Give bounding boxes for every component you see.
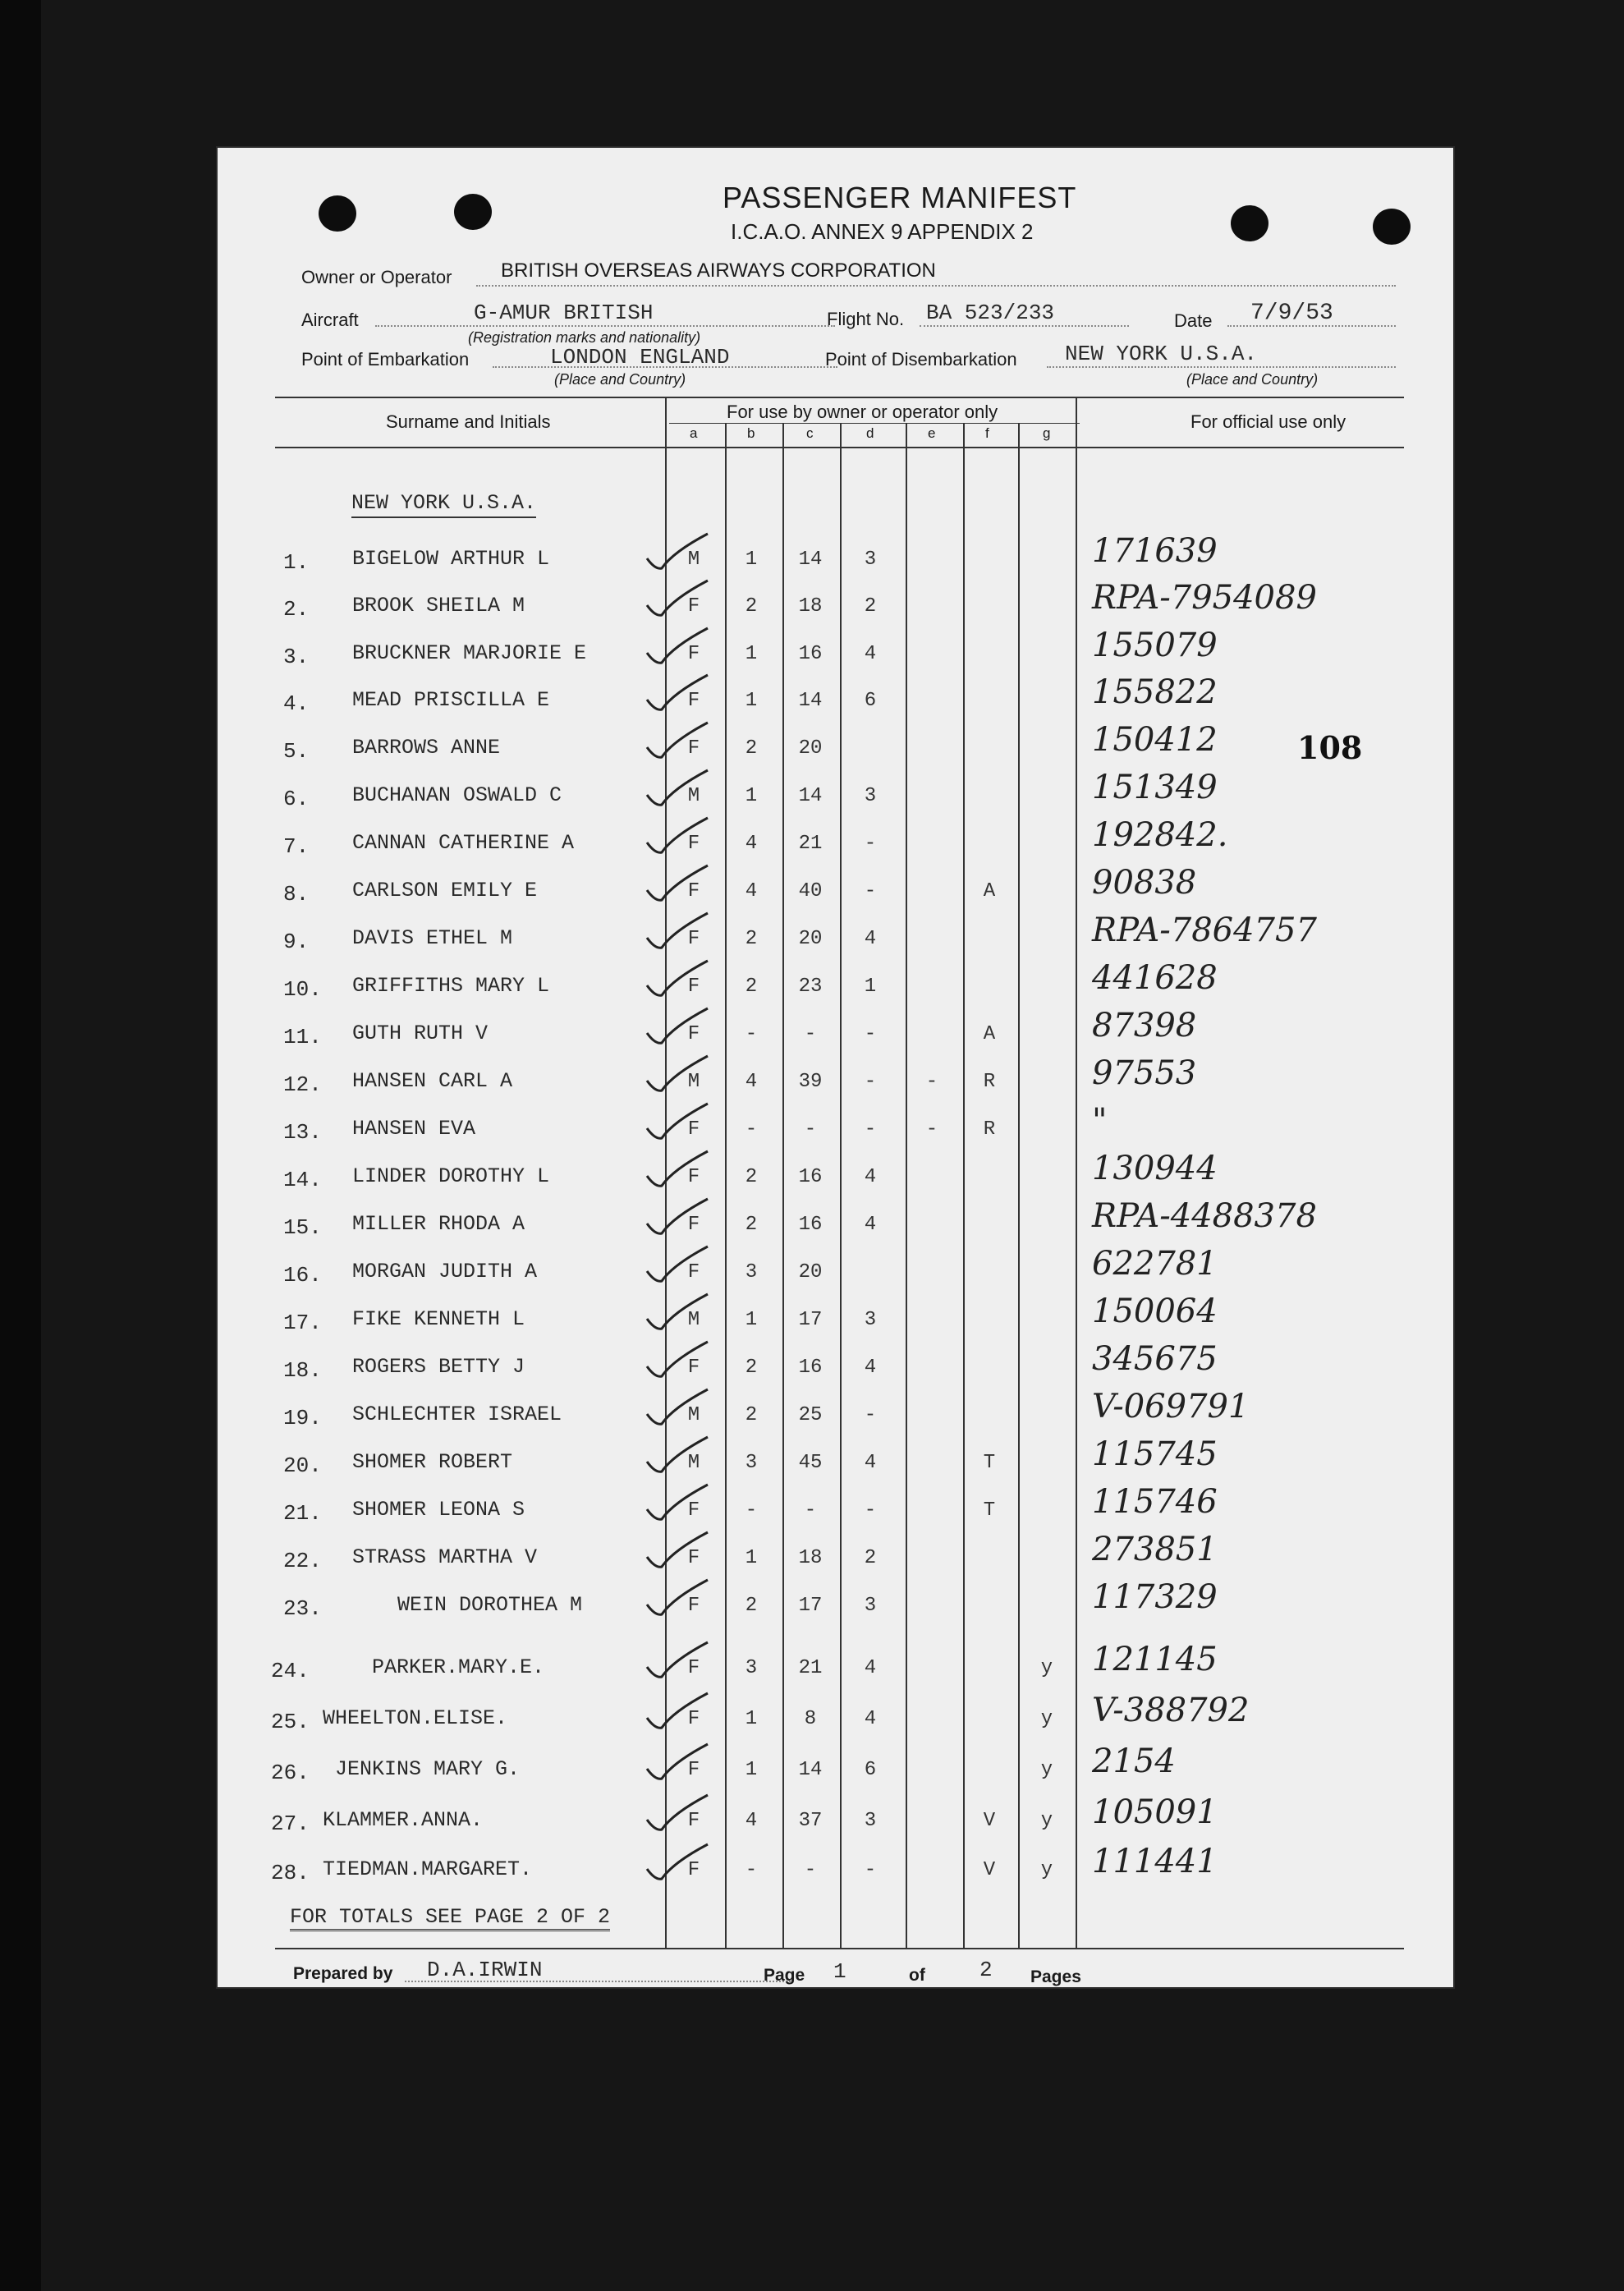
- row-number: 8.: [283, 882, 310, 907]
- column-letter: c: [806, 425, 814, 441]
- cell-c: -: [804, 1859, 817, 1881]
- cell-a: M: [687, 1404, 700, 1426]
- official-number: 273851: [1092, 1531, 1218, 1568]
- cell-a: F: [687, 737, 700, 760]
- official-number: 115746: [1092, 1483, 1218, 1521]
- official-extra: 108: [1297, 729, 1363, 766]
- cell-d: -: [864, 1118, 877, 1141]
- cell-c: 14: [798, 690, 823, 712]
- cell-b: 2: [745, 1404, 758, 1426]
- passenger-name: HANSEN CARL A: [352, 1069, 513, 1093]
- cell-b: -: [745, 1118, 758, 1141]
- cell-a: M: [687, 549, 700, 571]
- cell-b: -: [745, 1859, 758, 1881]
- cell-d: 2: [864, 595, 877, 618]
- cell-b: 4: [745, 880, 758, 902]
- cell-b: 1: [745, 549, 758, 571]
- cell-g: y: [1040, 1810, 1053, 1832]
- prepared-dotline: [405, 1981, 791, 1982]
- official-number: 105091: [1092, 1793, 1218, 1831]
- cell-c: 18: [798, 595, 823, 618]
- official-number: 155822: [1092, 673, 1218, 711]
- cell-d: -: [864, 1499, 877, 1522]
- header-name: Surname and Initials: [386, 411, 551, 432]
- column-rule: [725, 447, 727, 1948]
- cell-b: 2: [745, 737, 758, 760]
- cell-f: A: [983, 880, 996, 902]
- of-value: 2: [979, 1958, 993, 1982]
- cell-a: F: [687, 1261, 700, 1283]
- cell-c: 21: [798, 1657, 823, 1679]
- cell-d: 4: [864, 1708, 877, 1730]
- official-number: RPA-4488378: [1092, 1197, 1317, 1235]
- cell-d: -: [864, 833, 877, 855]
- cell-d: 2: [864, 1547, 877, 1569]
- cell-c: 16: [798, 1166, 823, 1188]
- row-number: 27.: [271, 1811, 310, 1836]
- cell-a: F: [687, 1023, 700, 1045]
- cell-d: -: [864, 1859, 877, 1881]
- passenger-name: SHOMER LEONA S: [352, 1498, 525, 1522]
- cell-f: T: [983, 1499, 996, 1522]
- cell-b: -: [745, 1023, 758, 1045]
- row-number: 14.: [283, 1168, 322, 1192]
- row-number: 21.: [283, 1501, 322, 1526]
- cell-a: F: [687, 1595, 700, 1617]
- official-number: 192842.: [1092, 816, 1228, 854]
- official-number: 155079: [1092, 627, 1218, 664]
- cell-c: 17: [798, 1309, 823, 1331]
- row-number: 1.: [283, 550, 310, 575]
- row-number: 3.: [283, 645, 310, 669]
- cell-c: 18: [798, 1547, 823, 1569]
- column-letter: e: [928, 425, 936, 441]
- cell-d: 3: [864, 1810, 877, 1832]
- cell-d: -: [864, 1023, 877, 1045]
- official-number: 97553: [1092, 1054, 1197, 1092]
- cell-d: 4: [864, 928, 877, 950]
- cell-d: 6: [864, 690, 877, 712]
- disembarkation-value: NEW YORK U.S.A.: [1065, 342, 1258, 366]
- cell-c: 25: [798, 1404, 823, 1426]
- cell-a: F: [687, 643, 700, 665]
- cell-c: -: [804, 1499, 817, 1522]
- cell-a: F: [687, 1499, 700, 1522]
- passenger-name: PARKER.MARY.E.: [372, 1655, 545, 1679]
- embarkation-value: LONDON ENGLAND: [550, 345, 730, 370]
- cell-f: V: [983, 1810, 996, 1832]
- cell-b: 2: [745, 1166, 758, 1188]
- column-rule: [963, 447, 965, 1948]
- cell-c: 20: [798, 737, 823, 760]
- column-rule: [840, 447, 842, 1948]
- passenger-name: SHOMER ROBERT: [352, 1450, 513, 1474]
- row-number: 11.: [283, 1025, 322, 1049]
- cell-a: F: [687, 1357, 700, 1379]
- cell-c: 40: [798, 880, 823, 902]
- cell-c: 21: [798, 833, 823, 855]
- cell-f: R: [983, 1118, 996, 1141]
- row-number: 17.: [283, 1311, 322, 1335]
- cell-c: 16: [798, 1214, 823, 1236]
- cell-c: 17: [798, 1595, 823, 1617]
- column-rule: [782, 447, 784, 1948]
- punch-hole: [1373, 209, 1411, 245]
- passenger-name: CARLSON EMILY E: [352, 879, 538, 902]
- owner-value: BRITISH OVERSEAS AIRWAYS CORPORATION: [501, 259, 936, 282]
- owner-dotline: [476, 285, 1396, 287]
- official-number: V-069791: [1092, 1388, 1250, 1426]
- cell-d: 4: [864, 1657, 877, 1679]
- aircraft-dotline: [375, 325, 835, 327]
- column-rule: [906, 447, 907, 1948]
- cell-b: 2: [745, 1214, 758, 1236]
- cell-c: 16: [798, 643, 823, 665]
- official-number: 117329: [1092, 1578, 1218, 1616]
- cell-a: F: [687, 1547, 700, 1569]
- cell-d: 4: [864, 1214, 877, 1236]
- passenger-name: HANSEN EVA: [352, 1117, 476, 1141]
- row-number: 10.: [283, 977, 322, 1002]
- totals-note: FOR TOTALS SEE PAGE 2 OF 2: [290, 1905, 610, 1931]
- cell-a: F: [687, 1859, 700, 1881]
- passenger-name: GUTH RUTH V: [352, 1022, 489, 1045]
- cell-a: F: [687, 1759, 700, 1781]
- official-number: RPA-7954089: [1092, 579, 1317, 617]
- cell-c: 45: [798, 1452, 823, 1474]
- punch-hole: [454, 194, 492, 230]
- passenger-name: DAVIS ETHEL M: [352, 926, 513, 950]
- cell-c: 8: [804, 1708, 817, 1730]
- passenger-name: JENKINS MARY G.: [335, 1757, 521, 1781]
- cell-g: y: [1040, 1657, 1053, 1679]
- passenger-name: TIEDMAN.MARGARET.: [323, 1857, 533, 1881]
- date-dotline: [1227, 325, 1396, 327]
- cell-a: F: [687, 928, 700, 950]
- cell-b: 1: [745, 1309, 758, 1331]
- table-top-rule: [275, 397, 1404, 398]
- cell-b: 1: [745, 1708, 758, 1730]
- official-number: 130944: [1092, 1150, 1218, 1187]
- cell-d: -: [864, 1404, 877, 1426]
- prepared-label: Prepared by: [293, 1964, 393, 1983]
- flight-label: Flight No.: [827, 309, 905, 329]
- cell-b: 1: [745, 1759, 758, 1781]
- cell-b: 2: [745, 976, 758, 998]
- cell-d: -: [864, 1071, 877, 1093]
- passenger-name: LINDER DOROTHY L: [352, 1164, 550, 1188]
- cell-b: 1: [745, 1547, 758, 1569]
- punch-hole: [1231, 205, 1268, 241]
- cell-d: 4: [864, 1452, 877, 1474]
- cell-f: T: [983, 1452, 996, 1474]
- official-number: 441628: [1092, 959, 1218, 997]
- column-letter: f: [985, 425, 989, 441]
- cell-d: 4: [864, 643, 877, 665]
- cell-d: 3: [864, 1309, 877, 1331]
- cell-b: 3: [745, 1657, 758, 1679]
- passenger-name: BUCHANAN OSWALD C: [352, 783, 562, 807]
- aircraft-value: G-AMUR BRITISH: [474, 301, 654, 325]
- cell-c: 20: [798, 1261, 823, 1283]
- passenger-name: ROGERS BETTY J: [352, 1355, 525, 1379]
- form-title: PASSENGER MANIFEST: [723, 181, 1077, 214]
- cell-a: F: [687, 1214, 700, 1236]
- cell-b: 2: [745, 1595, 758, 1617]
- punch-hole: [319, 195, 356, 232]
- cell-c: 16: [798, 1357, 823, 1379]
- pages-label: Pages: [1030, 1967, 1081, 1986]
- embarkation-dotline: [493, 366, 837, 368]
- row-number: 6.: [283, 787, 310, 811]
- cell-c: -: [804, 1023, 817, 1045]
- row-number: 13.: [283, 1120, 322, 1145]
- row-number: 18.: [283, 1358, 322, 1383]
- column-letter: d: [866, 425, 874, 441]
- cell-b: 4: [745, 833, 758, 855]
- cell-c: 20: [798, 928, 823, 950]
- cell-a: F: [687, 1118, 700, 1141]
- cell-c: 39: [798, 1071, 823, 1093]
- aircraft-label: Aircraft: [301, 310, 359, 330]
- cell-c: 37: [798, 1810, 823, 1832]
- official-number: 87398: [1092, 1007, 1197, 1044]
- row-number: 22.: [283, 1549, 322, 1573]
- passenger-name: GRIFFITHS MARY L: [352, 974, 550, 998]
- cell-g: y: [1040, 1708, 1053, 1730]
- passenger-name: FIKE KENNETH L: [352, 1307, 525, 1331]
- passenger-name: BRUCKNER MARJORIE E: [352, 641, 587, 665]
- passenger-name: MEAD PRISCILLA E: [352, 688, 550, 712]
- page-label: Page: [764, 1966, 805, 1985]
- cell-a: M: [687, 785, 700, 807]
- cell-d: -: [864, 880, 877, 902]
- cell-b: 2: [745, 595, 758, 618]
- cell-d: 3: [864, 549, 877, 571]
- official-number: 345675: [1092, 1340, 1218, 1378]
- official-number: 2154: [1092, 1742, 1176, 1780]
- cell-d: 4: [864, 1166, 877, 1188]
- disembarkation-note: (Place and Country): [1186, 371, 1319, 388]
- cell-f: V: [983, 1859, 996, 1881]
- official-number: 115745: [1092, 1435, 1218, 1473]
- header-owner: For use by owner or operator only: [727, 402, 998, 422]
- passenger-name: CANNAN CATHERINE A: [352, 831, 575, 855]
- column-letter: a: [690, 425, 698, 441]
- cell-a: M: [687, 1071, 700, 1093]
- official-number: 90838: [1092, 864, 1197, 902]
- date-label: Date: [1174, 310, 1213, 331]
- row-number: 5.: [283, 739, 310, 764]
- official-number: 150412: [1092, 721, 1218, 759]
- table-bottom-rule: [275, 1948, 1404, 1949]
- row-number: 7.: [283, 834, 310, 859]
- cell-e: -: [925, 1071, 938, 1093]
- disembarkation-label: Point of Disembarkation: [825, 349, 1017, 370]
- cell-a: F: [687, 1166, 700, 1188]
- cell-f: A: [983, 1023, 996, 1045]
- cell-g: y: [1040, 1759, 1053, 1781]
- embarkation-note: (Place and Country): [554, 371, 686, 388]
- passenger-name: MORGAN JUDITH A: [352, 1260, 538, 1283]
- official-number: 121145: [1092, 1641, 1218, 1678]
- passenger-name: WHEELTON.ELISE.: [323, 1706, 508, 1730]
- cell-b: 1: [745, 690, 758, 712]
- row-number: 20.: [283, 1453, 322, 1478]
- cell-d: 3: [864, 785, 877, 807]
- column-rule: [1018, 447, 1020, 1948]
- cell-b: 2: [745, 928, 758, 950]
- cell-c: -: [804, 1118, 817, 1141]
- passenger-name: BIGELOW ARTHUR L: [352, 547, 550, 571]
- row-number: 23.: [283, 1596, 322, 1621]
- passenger-name: SCHLECHTER ISRAEL: [352, 1403, 562, 1426]
- row-number: 15.: [283, 1215, 322, 1240]
- cell-d: 3: [864, 1595, 877, 1617]
- column-rule: [1076, 397, 1077, 1948]
- manifest-document: [218, 148, 1453, 1987]
- official-number: 171639: [1092, 532, 1218, 570]
- section-heading: NEW YORK U.S.A.: [351, 491, 536, 518]
- cell-f: R: [983, 1071, 996, 1093]
- prepared-value: D.A.IRWIN: [427, 1958, 543, 1982]
- cell-b: 1: [745, 785, 758, 807]
- row-number: 19.: [283, 1406, 322, 1430]
- cell-c: 23: [798, 976, 823, 998]
- row-number: 4.: [283, 691, 310, 716]
- disembarkation-dotline: [1047, 366, 1396, 368]
- cell-b: 4: [745, 1071, 758, 1093]
- page-value: 1: [833, 1959, 846, 1984]
- passenger-name: WEIN DOROTHEA M: [397, 1593, 583, 1617]
- official-number: V-388792: [1092, 1692, 1250, 1729]
- passenger-name: BARROWS ANNE: [352, 736, 501, 760]
- cell-d: 6: [864, 1759, 877, 1781]
- cell-b: 1: [745, 643, 758, 665]
- cell-d: 4: [864, 1357, 877, 1379]
- aircraft-note: (Registration marks and nationality): [468, 329, 701, 346]
- embarkation-label: Point of Embarkation: [301, 349, 470, 370]
- form-subtitle: I.C.A.O. ANNEX 9 APPENDIX 2: [731, 219, 1034, 244]
- column-letter: g: [1043, 425, 1051, 441]
- cell-g: y: [1040, 1859, 1053, 1881]
- flight-dotline: [920, 325, 1129, 327]
- row-number: 16.: [283, 1263, 322, 1288]
- official-number: 111441: [1092, 1843, 1218, 1880]
- row-number: 28.: [271, 1861, 310, 1885]
- cell-a: F: [687, 833, 700, 855]
- cell-c: 14: [798, 1759, 823, 1781]
- official-number: ": [1092, 1102, 1108, 1140]
- official-number: 622781: [1092, 1245, 1218, 1283]
- cell-c: 14: [798, 549, 823, 571]
- passenger-name: STRASS MARTHA V: [352, 1545, 538, 1569]
- owner-label: Owner or Operator: [301, 267, 452, 287]
- passenger-name: KLAMMER.ANNA.: [323, 1808, 484, 1832]
- row-number: 12.: [283, 1072, 322, 1097]
- flight-value: BA 523/233: [926, 301, 1055, 325]
- cell-c: 14: [798, 785, 823, 807]
- row-number: 25.: [271, 1710, 310, 1734]
- row-number: 9.: [283, 930, 310, 954]
- row-number: 2.: [283, 597, 310, 622]
- official-number: 151349: [1092, 769, 1218, 806]
- date-value: 7/9/53: [1250, 301, 1333, 326]
- cell-a: F: [687, 690, 700, 712]
- header-official: For official use only: [1190, 411, 1346, 432]
- row-number: 26.: [271, 1761, 310, 1785]
- of-label: of: [909, 1966, 925, 1985]
- cell-e: -: [925, 1118, 938, 1141]
- official-number: RPA-7864757: [1092, 911, 1317, 949]
- official-number: 150064: [1092, 1292, 1218, 1330]
- cell-a: F: [687, 595, 700, 618]
- cell-a: F: [687, 1708, 700, 1730]
- passenger-name: BROOK SHEILA M: [352, 594, 525, 618]
- row-number: 24.: [271, 1659, 310, 1683]
- cell-a: F: [687, 976, 700, 998]
- column-letter: b: [747, 425, 755, 441]
- cell-a: F: [687, 880, 700, 902]
- cell-b: -: [745, 1499, 758, 1522]
- cell-a: F: [687, 1657, 700, 1679]
- passenger-name: MILLER RHODA A: [352, 1212, 525, 1236]
- cell-b: 4: [745, 1810, 758, 1832]
- cell-a: F: [687, 1810, 700, 1832]
- cell-d: 1: [864, 976, 877, 998]
- scan-border: [0, 0, 41, 2291]
- cell-a: M: [687, 1452, 700, 1474]
- cell-b: 3: [745, 1261, 758, 1283]
- cell-b: 2: [745, 1357, 758, 1379]
- cell-b: 3: [745, 1452, 758, 1474]
- cell-a: M: [687, 1309, 700, 1331]
